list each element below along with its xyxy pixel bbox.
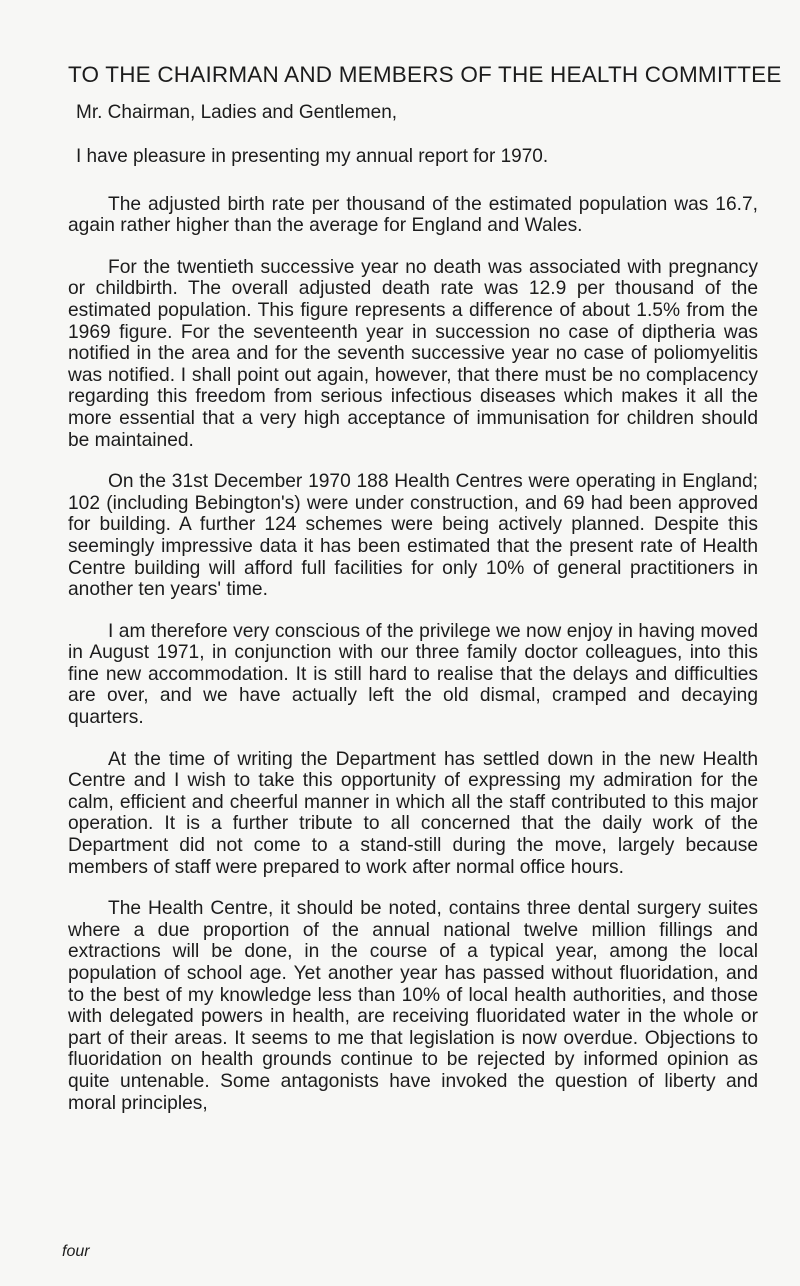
paragraph-new-accommodation: I am therefore very conscious of the privilege we now enjoy in having moved in August 1971, in conjunction with our three family doctor colleagues, into this fine new accommodation. It is still hard to realise that the delays and difficulties are over, and we have actually left the old dismal, cramped and decaying quarters. xyxy=(68,620,758,729)
page-heading: TO THE CHAIRMAN AND MEMBERS OF THE HEALTH COMMITTEE xyxy=(68,62,782,87)
salutation: Mr. Chairman, Ladies and Gentlemen, xyxy=(76,102,398,123)
paragraph-death-rate: For the twentieth successive year no death was associated with pregnancy or childbirth. The overall adjusted death rate was 12.9 per thousand of the estimated population. This figure represents a difference of about 1.5% from the 1969 figure. For the seventeenth year in succession no case of diptheria was notified in the area and for the seventh successive year no case of poliomyelitis was notified. I shall point out again, however, that there must be no complacency regarding this freedom from serious infectious diseases which makes it all the more essential that a very high acceptance of immunisation for children should be maintained. xyxy=(68,256,758,451)
paragraph-health-centres: On the 31st December 1970 188 Health Centres were operating in England; 102 (including Bebington's) were under construction, and 69 had been approved for building. A further 124 schemes were being actively planned. Despite this seemingly impressive data it has been estimated that the present rate of Health Centre building will afford full facilities for only 10% of general practitioners in another ten years' time. xyxy=(68,471,758,601)
paragraph-birth-rate: The adjusted birth rate per thousand of the estimated population was 16.7, again rather higher than the average for England and Wales. xyxy=(68,193,758,237)
page-number: four xyxy=(62,1243,90,1260)
paragraph-intro: I have pleasure in presenting my annual report for 1970. xyxy=(76,146,549,167)
paragraph-fluoridation: The Health Centre, it should be noted, contains three dental surgery suites where a due proportion of the annual national twelve million fillings and extractions will be done, in the course of a typical year, among the local population of school age. Yet another year has passed without fluoridation, and to the best of my knowledge less than 10% of local health authorities, and those with delegated powers in health, are receiving fluoridated water in the whole or part of their areas. It seems to me that legislation is now overdue. Objections to fluoridation on health grounds continue to be rejected by informed opinion as quite untenable. Some antagonists have invoked the question of liberty and moral principles, xyxy=(68,898,758,1114)
paragraph-staff-tribute: At the time of writing the Department has settled down in the new Health Centre and I wish to take this opportunity of expressing my admiration for the calm, efficient and cheerful manner in which all the staff contributed to this major operation. It is a further tribute to all concerned that the daily work of the Department did not come to a stand-still during the move, largely because members of staff were prepared to work after normal office hours. xyxy=(68,748,758,878)
